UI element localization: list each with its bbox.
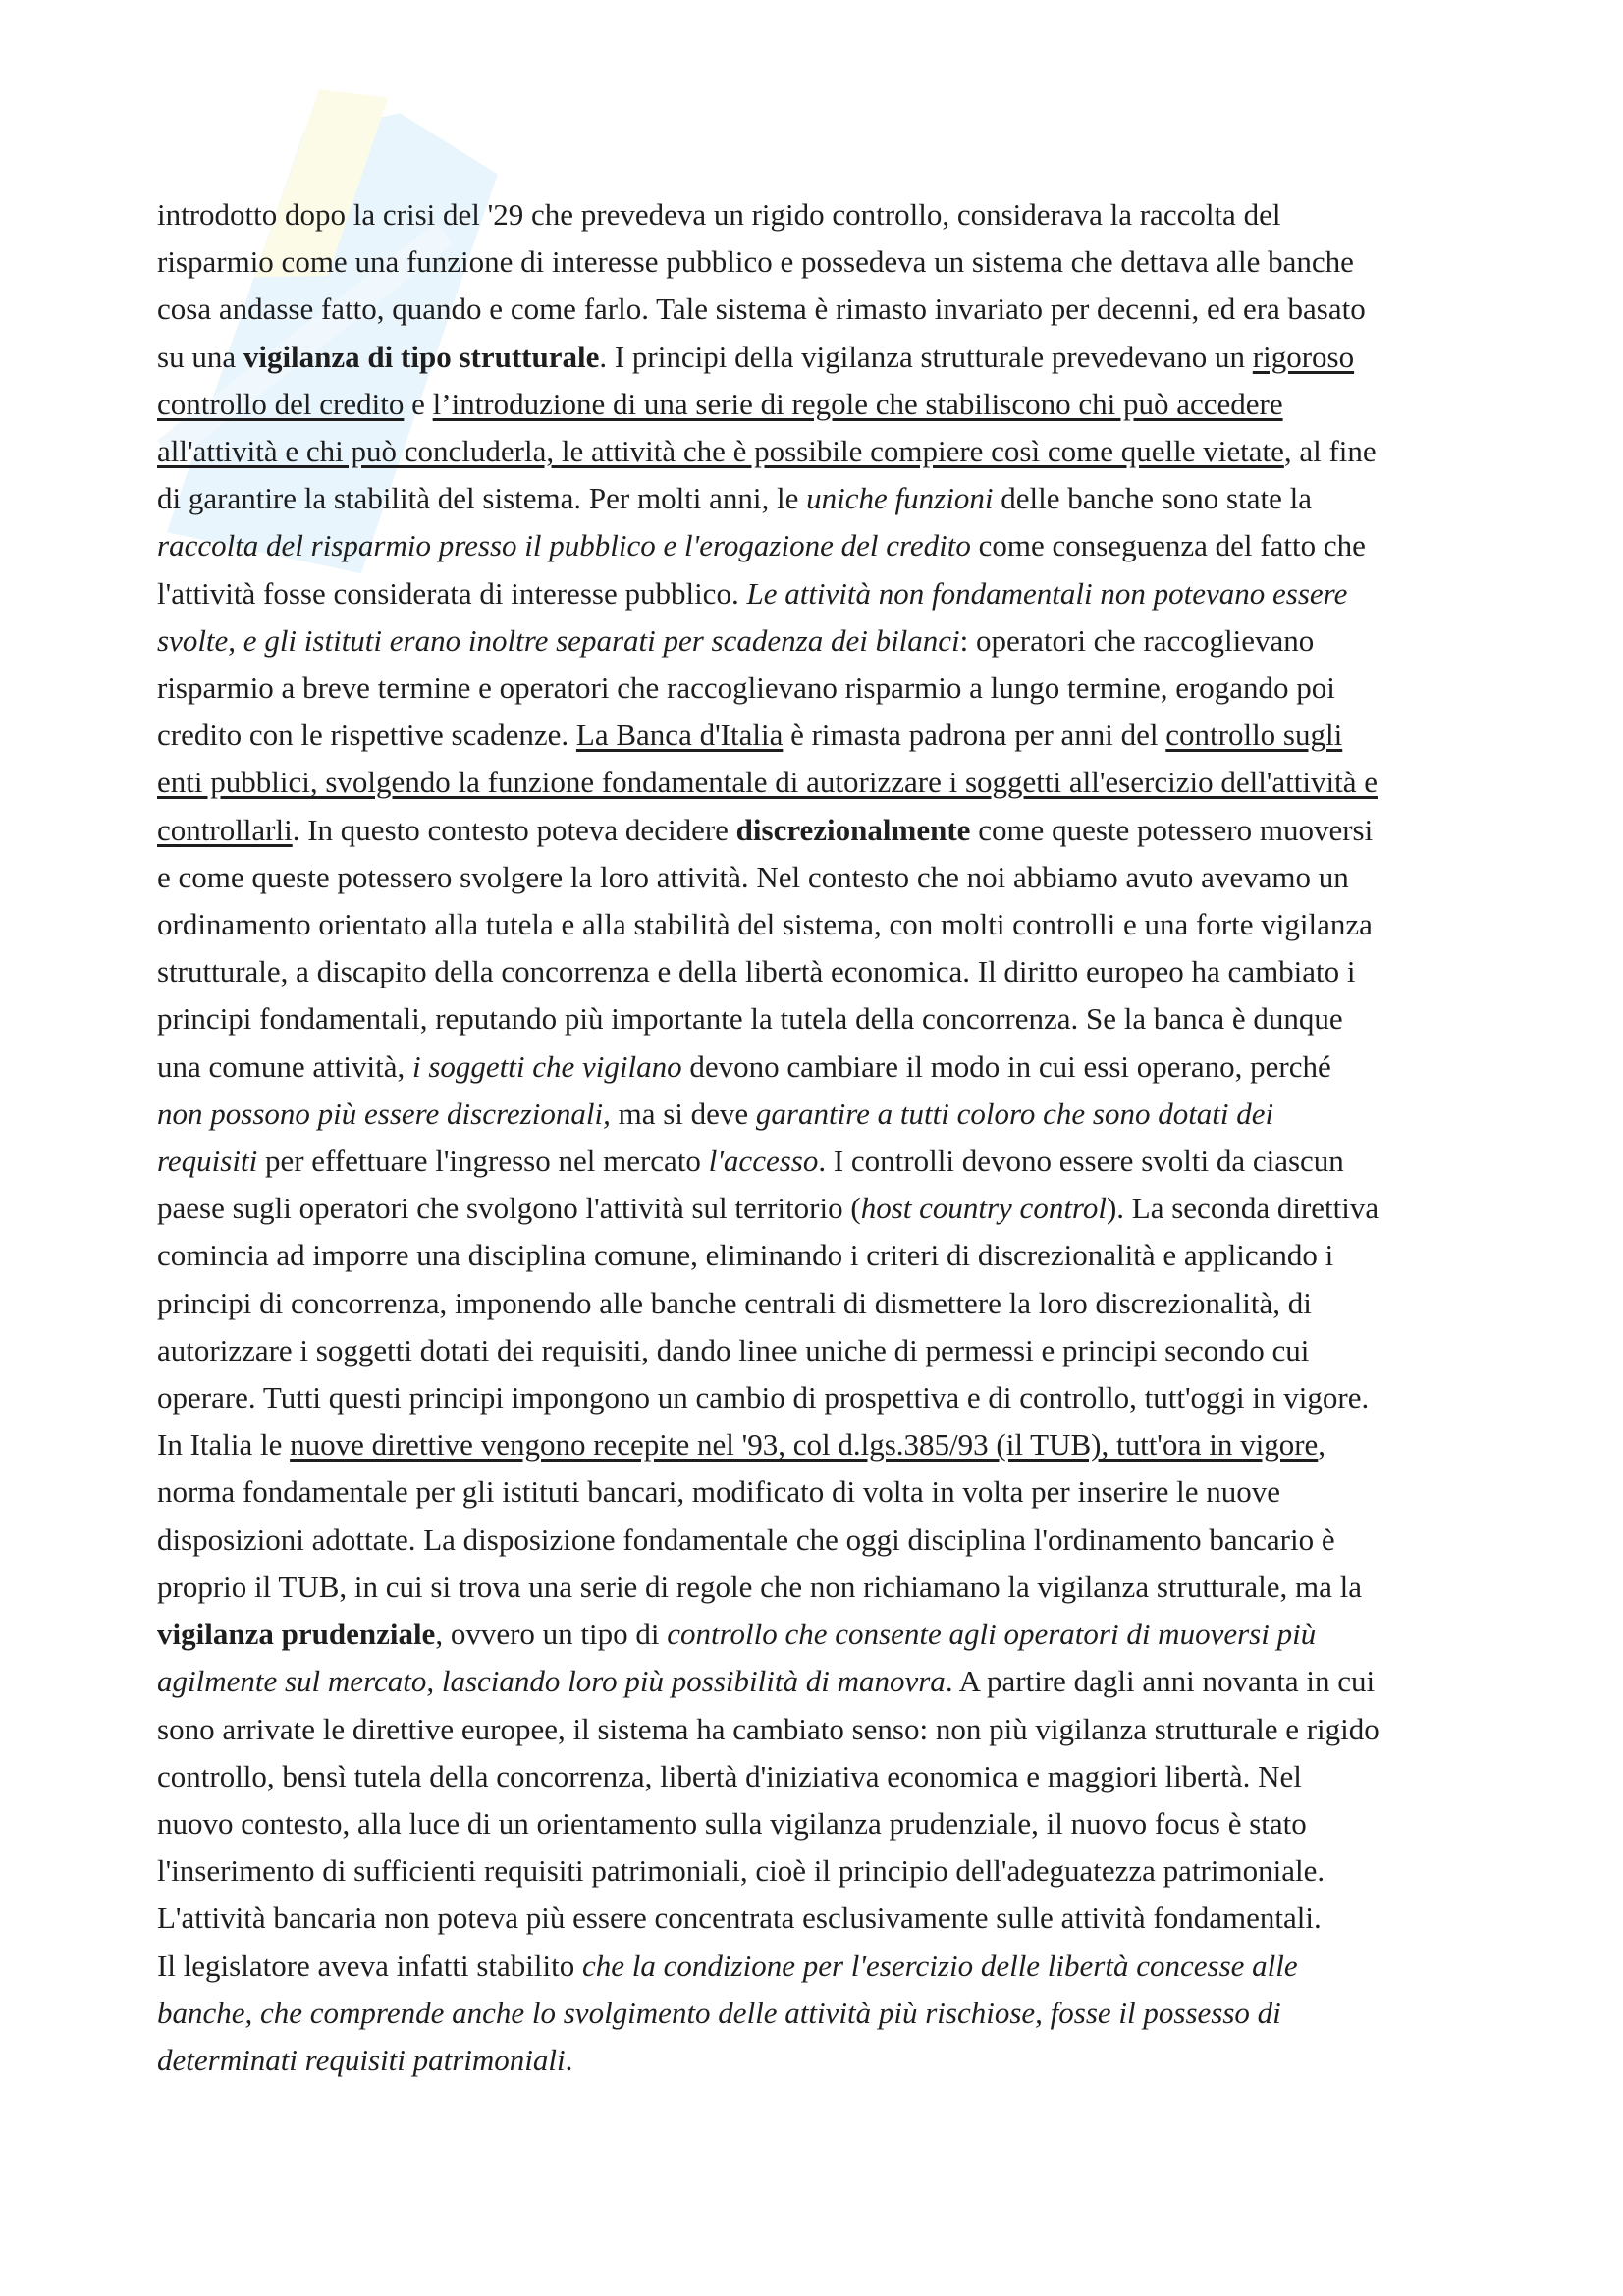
text-run: come conseguenza del fatto che <box>970 528 1366 563</box>
text-run: norma fondamentale per gli istituti bancari, modificato di volta in volta per inserire le nuove <box>157 1474 1281 1510</box>
text-line <box>157 522 1483 569</box>
text-run: paese sugli operatori che svolgono l'attività sul territorio ( <box>157 1191 861 1226</box>
italic-text: l'accesso <box>708 1144 819 1179</box>
text-line <box>157 475 1483 522</box>
text-run: In Italia le <box>157 1427 291 1463</box>
text-run: risparmio come una funzione di interesse pubblico e possedeva un sistema che dettava alle banche <box>157 244 1354 280</box>
text-line <box>157 334 1483 381</box>
text-line <box>157 191 1483 239</box>
text-line <box>157 428 1483 475</box>
text-line <box>157 1847 1483 1895</box>
text-line <box>157 901 1483 948</box>
bold-text: vigilanza di tipo strutturale <box>243 339 600 374</box>
text-run: l'inserimento di sufficienti requisiti patrimoniali, cioè il principio dell'adeguatezza patrimoniale. <box>157 1853 1325 1889</box>
italic-text: garantire a tutti coloro che sono dotati dei <box>755 1095 1274 1131</box>
underlined-text: La Banca d'Italia <box>575 718 784 753</box>
text-line <box>157 1091 1483 1138</box>
underlined-text: nuove direttive vengono recepite nel '93, col d.lgs.385/93 (il TUB), tutt'ora in vigore <box>290 1427 1319 1463</box>
text-run: su una <box>157 339 243 374</box>
text-line <box>157 570 1483 617</box>
text-line <box>157 1990 1483 2037</box>
text-line <box>157 1468 1483 1516</box>
text-run: , <box>1318 1427 1326 1463</box>
text-run: strutturale, a discapito della concorrenza e della libertà economica. Il diritto europeo ha cambiato i <box>157 954 1356 989</box>
italic-text: controllo che consente agli operatori di muoversi più <box>667 1617 1317 1652</box>
text-line <box>157 948 1483 995</box>
text-line <box>157 1327 1483 1374</box>
italic-text: agilmente sul mercato, lasciando loro più possibilità di manovra <box>157 1664 946 1699</box>
italic-text: Le attività non fondamentali non potevano essere <box>746 575 1348 611</box>
italic-text: i soggetti che vigilano <box>411 1048 682 1084</box>
text-run: sono arrivate le direttive europee, il sistema ha cambiato senso: non più vigilanza strutturale e rigido <box>157 1711 1380 1746</box>
text-run: l'attività fosse considerata di interesse pubblico. <box>157 575 747 611</box>
text-run: ma si deve <box>610 1095 756 1131</box>
text-run: Il legislatore aveva infatti stabilito <box>157 1948 583 1983</box>
underlined-text: l’introduzione di una serie di regole che stabiliscono chi può accedere <box>432 386 1283 421</box>
text-run: operare. Tutti questi principi impongono un cambio di prospettiva e di controllo, tutt'oggi in vigore. <box>157 1380 1370 1415</box>
text-line <box>157 1895 1483 1942</box>
text-run: delle banche sono state la <box>993 481 1312 516</box>
text-line <box>157 759 1483 806</box>
text-run: . I controlli devono essere svolti da ciascun <box>818 1144 1344 1179</box>
underlined-text: enti pubblici, svolgendo la funzione fondamentale di autorizzare i soggetti all'esercizio dell'attività e <box>157 765 1378 800</box>
underlined-text: controllarli <box>157 812 293 847</box>
italic-text: che la condizione per l'esercizio delle libertà concesse alle <box>582 1948 1298 1983</box>
text-run: risparmio a breve termine e operatori che raccoglievano risparmio a lungo termine, erogando poi <box>157 670 1335 706</box>
text-run: proprio il TUB, in cui si trova una serie di regole che non richiamano la vigilanza strutturale, ma la <box>157 1569 1362 1604</box>
text-run: ordinamento orientato alla tutela e alla stabilità del sistema, con molti controlli e una forte vigilanza <box>157 907 1373 942</box>
underlined-text: controllo del credito <box>157 386 405 421</box>
text-line <box>157 995 1483 1042</box>
underlined-text: all'attività e chi può concluderla, le attività che è possibile compiere così come quelle vietate <box>157 434 1284 469</box>
text-line <box>157 2037 1483 2084</box>
bold-text: discrezionalmente <box>735 812 971 847</box>
text-line <box>157 1185 1483 1232</box>
italic-text: raccolta del risparmio presso il pubblico e l'erogazione del credito <box>157 528 971 563</box>
text-run: autorizzare i soggetti dotati dei requisiti, dando linee uniche di permessi e principi secondo cui <box>157 1332 1310 1367</box>
italic-text: requisiti <box>157 1144 258 1179</box>
text-run: introdotto dopo la crisi del '29 che prevedeva un rigido controllo, considerava la raccolta del <box>157 197 1281 232</box>
text-run: disposizioni adottate. La disposizione fondamentale che oggi disciplina l'ordinamento bancario è <box>157 1522 1335 1557</box>
text-line <box>157 1138 1483 1185</box>
text-line <box>157 712 1483 759</box>
text-line <box>157 807 1483 854</box>
text-line <box>157 1611 1483 1658</box>
underlined-text: controllo sugli <box>1165 718 1343 753</box>
text-run: per effettuare l'ingresso nel mercato <box>257 1144 709 1179</box>
text-run: e <box>404 386 433 421</box>
text-run: cosa andasse fatto, quando e come farlo. Tale sistema è rimasto invariato per decenni, ed era basato <box>157 292 1366 327</box>
italic-text: host country control <box>860 1191 1107 1226</box>
bold-text: vigilanza prudenziale <box>157 1617 436 1652</box>
text-line <box>157 1043 1483 1091</box>
text-line <box>157 381 1483 428</box>
text-line <box>157 1517 1483 1564</box>
text-line <box>157 854 1483 901</box>
text-run: di garantire la stabilità del sistema. Per molti anni, le <box>157 481 807 516</box>
text-run: comincia ad imporre una disciplina comune, eliminando i criteri di discrezionalità e applicando i <box>157 1238 1334 1273</box>
text-line <box>157 1658 1483 1705</box>
text-run: principi fondamentali, reputando più importante la tutela della concorrenza. Se la banca è dunque <box>157 1001 1343 1037</box>
text-line <box>157 1421 1483 1468</box>
text-run: . A partire dagli anni novanta in cui <box>945 1664 1376 1699</box>
text-line <box>157 617 1483 665</box>
italic-text: banche, che comprende anche lo svolgimento delle attività più rischiose, fosse il possesso di <box>157 1995 1281 2030</box>
text-run: una comune attività, <box>157 1048 412 1084</box>
text-run: L'attività bancaria non poteva più essere concentrata esclusivamente sulle attività fondamentali. <box>157 1900 1322 1936</box>
text-run: , al fine <box>1283 434 1377 469</box>
italic-text: non possono più essere discrezionali, <box>157 1095 611 1131</box>
text-line <box>157 1800 1483 1847</box>
text-run: ). La seconda direttiva <box>1106 1191 1380 1226</box>
text-run: e come queste potessero svolgere la loro attività. Nel contesto che noi abbiamo avuto avevamo un <box>157 859 1349 894</box>
text-line <box>157 1232 1483 1279</box>
text-line <box>157 1374 1483 1421</box>
text-line <box>157 1564 1483 1611</box>
text-line <box>157 239 1483 286</box>
text-run: principi di concorrenza, imponendo alle banche centrali di dismettere la loro discrezionalità, di <box>157 1285 1312 1320</box>
text-run: . <box>565 2042 573 2077</box>
text-run: . I principi della vigilanza strutturale prevedevano un <box>599 339 1253 374</box>
text-run: credito con le rispettive scadenze. <box>157 718 576 753</box>
text-line <box>157 1943 1483 1990</box>
text-run: , ovvero un tipo di <box>435 1617 668 1652</box>
text-run: come queste potessero muoversi <box>970 812 1374 847</box>
document-body <box>157 191 1483 2084</box>
text-run: nuovo contesto, alla luce di un orientamento sulla vigilanza prudenziale, il nuovo focus è stato <box>157 1805 1307 1841</box>
text-line <box>157 665 1483 712</box>
underlined-text: rigoroso <box>1252 339 1355 374</box>
text-run: devono cambiare il modo in cui essi operano, perché <box>681 1048 1331 1084</box>
italic-text: determinati requisiti patrimoniali <box>157 2042 566 2077</box>
text-line <box>157 286 1483 333</box>
text-line <box>157 1706 1483 1753</box>
text-line <box>157 1753 1483 1800</box>
text-run: : operatori che raccoglievano <box>959 622 1315 658</box>
italic-text: svolte, e gli istituti erano inoltre separati per scadenza dei bilanci <box>157 622 960 658</box>
text-run: controllo, bensì tutela della concorrenza, libertà d'iniziativa economica e maggiori libertà. Nel <box>157 1758 1302 1793</box>
italic-text: uniche funzioni <box>806 481 994 516</box>
text-run: . In questo contesto poteva decidere <box>292 812 736 847</box>
text-run: è rimasta padrona per anni del <box>783 718 1166 753</box>
text-line <box>157 1280 1483 1327</box>
